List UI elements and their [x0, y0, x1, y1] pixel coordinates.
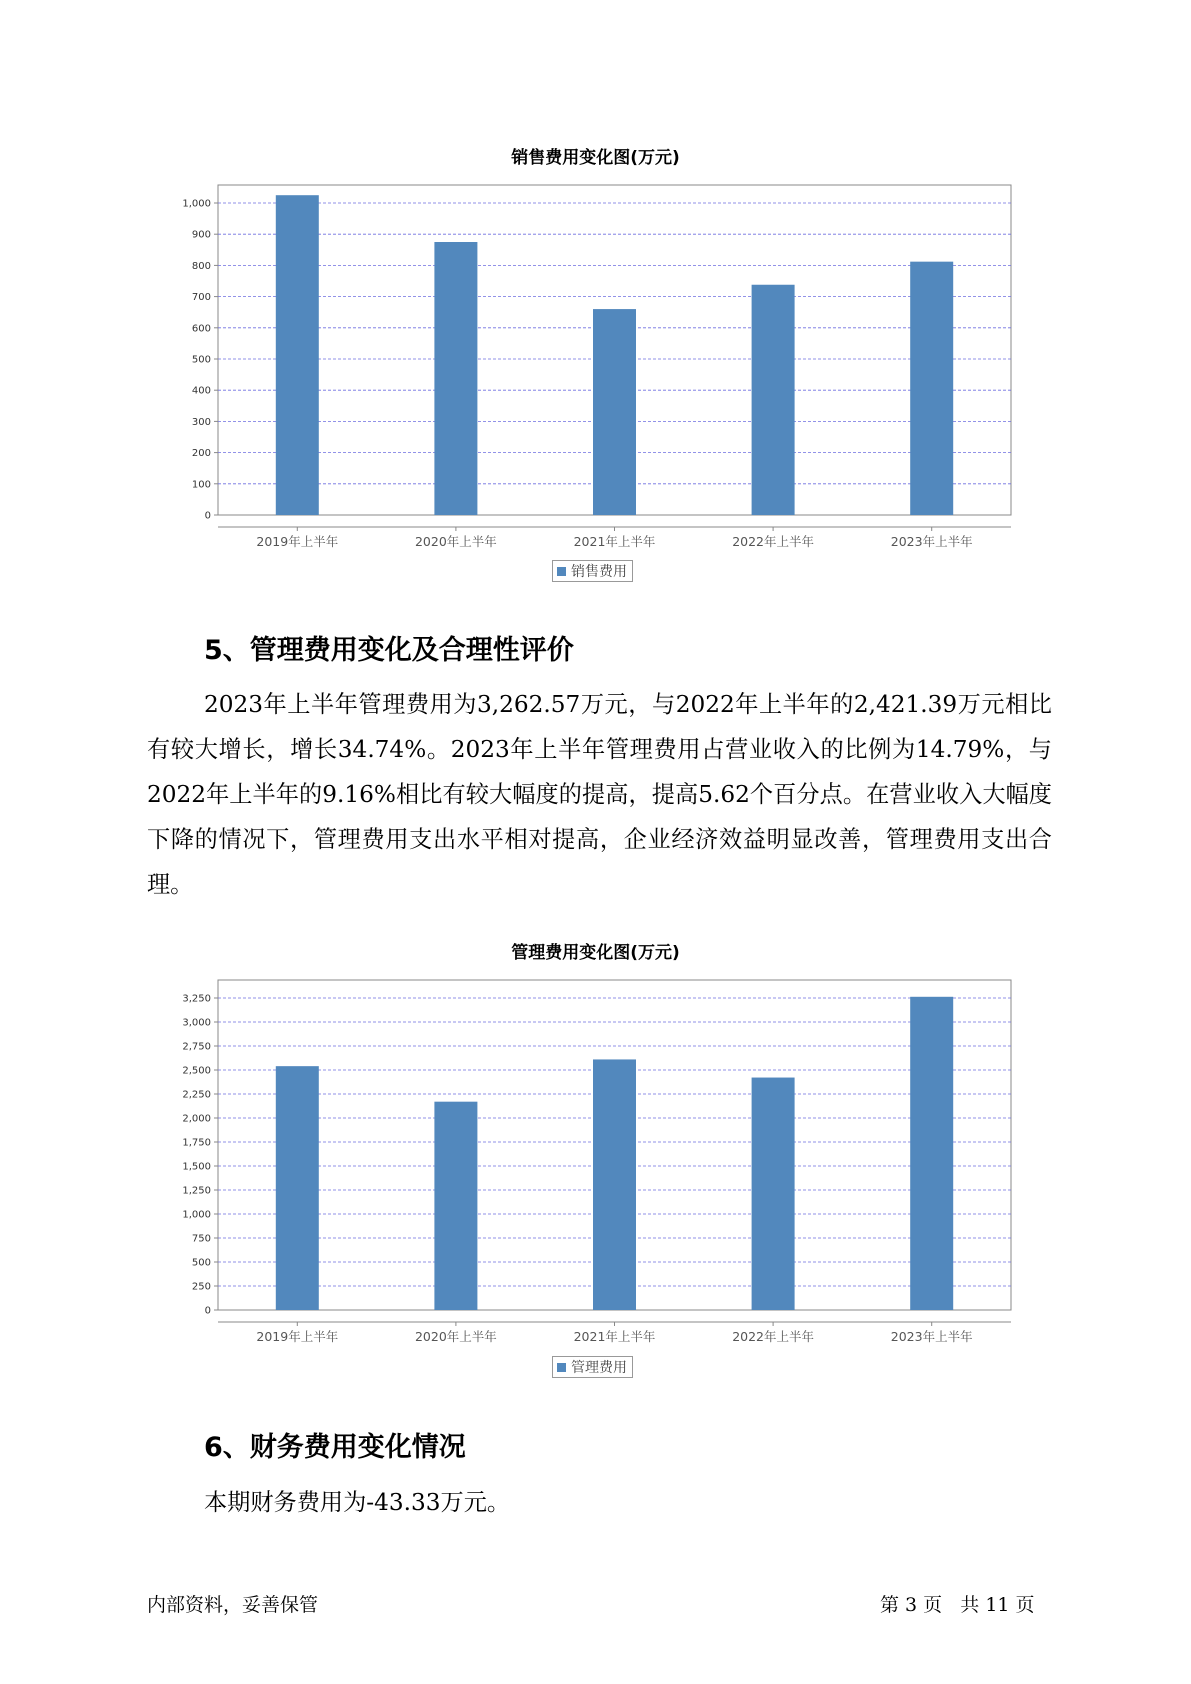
x-tick-label: 2021年上半年 — [573, 1329, 656, 1344]
bar — [910, 997, 953, 1310]
legend-swatch — [557, 567, 566, 576]
y-tick-label: 900 — [191, 229, 211, 241]
y-tick-label: 3,000 — [182, 1017, 211, 1029]
y-tick-label: 100 — [191, 479, 211, 491]
bar — [593, 1059, 636, 1310]
bar — [910, 262, 953, 515]
chart2-title: 管理费用变化图(万元) — [511, 943, 680, 963]
bar — [276, 1066, 319, 1310]
y-tick-label: 2,250 — [182, 1089, 211, 1101]
footer-page-number: 第 3 页 共 11 页 — [880, 1594, 1035, 1616]
bar — [276, 195, 319, 515]
y-tick-label: 500 — [191, 1257, 211, 1269]
x-tick-label: 2019年上半年 — [256, 534, 339, 549]
chart1-legend-label: 销售费用 — [571, 564, 627, 580]
chart1-sales-expense — [0, 170, 1191, 550]
y-tick-label: 500 — [191, 354, 211, 366]
y-tick-label: 0 — [204, 1305, 211, 1317]
bar — [752, 1078, 795, 1310]
y-tick-label: 300 — [191, 416, 211, 428]
bar — [434, 1102, 477, 1310]
section6-paragraph: 本期财务费用为-43.33万元。 — [204, 1489, 511, 1516]
x-tick-label: 2023年上半年 — [890, 1329, 973, 1344]
x-tick-label: 2023年上半年 — [890, 534, 973, 549]
bar — [752, 285, 795, 515]
y-tick-label: 600 — [191, 323, 211, 335]
y-tick-label: 400 — [191, 385, 211, 397]
y-tick-label: 1,250 — [182, 1185, 211, 1197]
x-tick-label: 2020年上半年 — [414, 534, 497, 549]
y-tick-label: 1,750 — [182, 1137, 211, 1149]
legend-swatch — [557, 1363, 566, 1372]
y-tick-label: 1,000 — [182, 1209, 211, 1221]
x-tick-label: 2021年上半年 — [573, 534, 656, 549]
y-tick-label: 2,000 — [182, 1113, 211, 1125]
footer-confidential: 内部资料，妥善保管 — [147, 1594, 319, 1616]
x-tick-label: 2022年上半年 — [732, 534, 815, 549]
x-tick-label: 2019年上半年 — [256, 1329, 339, 1344]
y-tick-label: 750 — [191, 1233, 211, 1245]
y-tick-label: 3,250 — [182, 993, 211, 1005]
x-tick-label: 2022年上半年 — [732, 1329, 815, 1344]
section5-heading: 5、管理费用变化及合理性评价 — [204, 635, 574, 666]
chart1-title: 销售费用变化图(万元) — [511, 148, 680, 168]
x-tick-label: 2020年上半年 — [414, 1329, 497, 1344]
chart2-legend-label: 管理费用 — [571, 1360, 627, 1376]
y-tick-label: 1,500 — [182, 1161, 211, 1173]
bar — [434, 242, 477, 515]
y-tick-label: 800 — [191, 260, 211, 272]
chart2-admin-expense — [0, 965, 1191, 1345]
bar — [593, 309, 636, 515]
section6-heading: 6、财务费用变化情况 — [204, 1432, 466, 1463]
chart1-legend — [552, 560, 633, 582]
y-tick-label: 200 — [191, 448, 211, 460]
y-tick-label: 700 — [191, 292, 211, 304]
y-tick-label: 250 — [191, 1281, 211, 1293]
y-tick-label: 2,750 — [182, 1041, 211, 1053]
y-tick-label: 2,500 — [182, 1065, 211, 1077]
section5-paragraph: 2023年上半年管理费用为3,262.57万元，与2022年上半年的2,421.39万元相比有较大增长，增长34.74%。2023年上半年管理费用占营业收入的比例为14.79%，与2022年上半年的9.16%相比有较大幅度的提高，提高5.62个百分点。在营业收入大幅度下降的情况下，管理费用支出水平相对提高，企业经济效益明显改善，管理费用支出合理。 — [147, 691, 1052, 898]
y-tick-label: 1,000 — [182, 198, 211, 210]
chart2-legend — [552, 1356, 633, 1378]
y-tick-label: 0 — [204, 510, 211, 522]
